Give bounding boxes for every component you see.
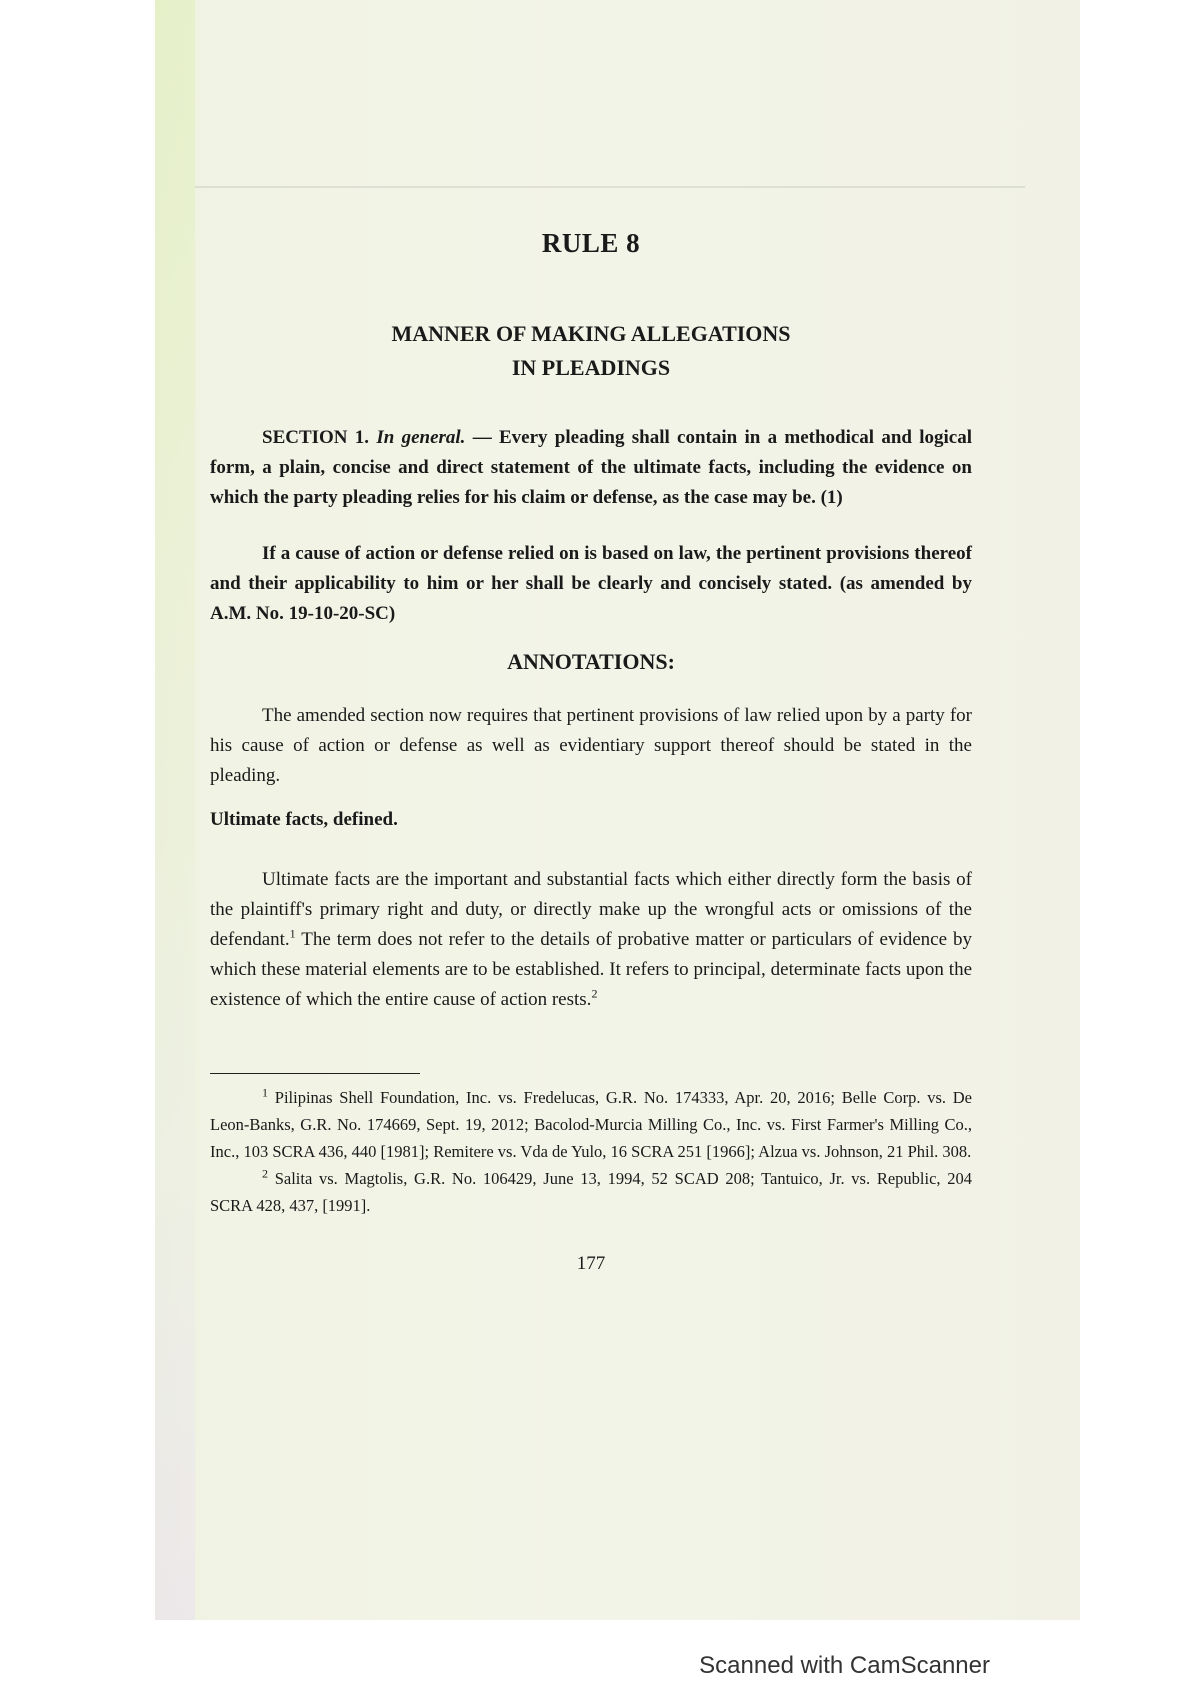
camscanner-watermark: Scanned with CamScanner: [699, 1652, 990, 1679]
rule-title: RULE 8: [541, 228, 641, 258]
section-text: Every pleading shall contain in a methodical and logical form, a plain, concise and direct statement of the ultimate facts, including the evidence on which the party pleading relies for his claim or defense, as the case may be. (1): [210, 427, 973, 508]
bleed-through-rule: [195, 186, 1025, 188]
footnote-2: [210, 1165, 972, 1219]
page-number: 177: [576, 1253, 606, 1274]
section-heading: In general.: [376, 427, 466, 448]
ultimate-facts-part-1: Ultimate facts are the important and substantial facts which either directly form the basis of the plaintiff's primary right and duty, or directly make up the wrongful acts or omissions of the defendant.: [210, 869, 972, 950]
chapter-title-line-1: MANNER OF MAKING ALLEGATIONS: [391, 321, 791, 346]
footnote-1-number: 1: [262, 1085, 268, 1100]
ultimate-facts-paragraph: [210, 865, 972, 1015]
ultimate-facts-subheading: Ultimate facts, defined.: [210, 809, 398, 830]
footnote-2-text: Salita vs. Magtolis, G.R. No. 106429, June 13, 1994, 52 SCAD 208; Tantuico, Jr. vs. Republic, 204 SCRA 428, 437, [1991].: [210, 1169, 972, 1215]
section-1-paragraph: [210, 423, 972, 513]
footnote-1-text: Pilipinas Shell Foundation, Inc. vs. Fredelucas, G.R. No. 174333, Apr. 20, 2016; Belle Corp. vs. De Leon-Banks, G.R. No. 174669, Sept. 19, 2012; Bacolod-Murcia Milling Co., Inc. vs. First Farmer's Milling Co., Inc., 103 SCRA 436, 440 [1981]; Remitere vs. Vda de Yulo, 16 SCRA 251 [1966]; Alzua vs. Johnson, 21 Phil. 308.: [210, 1088, 972, 1161]
footnote-ref-1: 1: [289, 926, 296, 941]
section-label: SECTION 1.: [262, 427, 370, 448]
chapter-title: [210, 317, 972, 385]
section-dash: —: [465, 427, 499, 448]
footnote-1: [210, 1084, 972, 1165]
footnote-ref-2: 2: [591, 986, 598, 1001]
annotations-heading: ANNOTATIONS:: [507, 649, 675, 674]
page-content: [210, 228, 972, 1275]
annotation-paragraph: The amended section now requires that pertinent provisions of law relied upon by a party for his cause of action or defense as well as evidentiary support thereof should be stated in the pleading.: [210, 705, 972, 786]
chapter-title-line-2: IN PLEADINGS: [511, 355, 671, 380]
page-edge-shadow: [155, 0, 195, 1620]
footnote-divider: [210, 1073, 420, 1074]
law-paragraph: If a cause of action or defense relied on is based on law, the pertinent provisions thereof and their applicability to him or her shall be clearly and concisely stated. (as amended by A.M. No. 19-10-20-SC): [210, 543, 972, 624]
footnote-2-number: 2: [262, 1166, 268, 1181]
ultimate-facts-part-2: The term does not refer to the details of probative matter or particulars of evidence by which these material elements are to be established. It refers to principal, determinate facts upon the existence of which the entire cause of action rests.: [210, 929, 972, 1010]
